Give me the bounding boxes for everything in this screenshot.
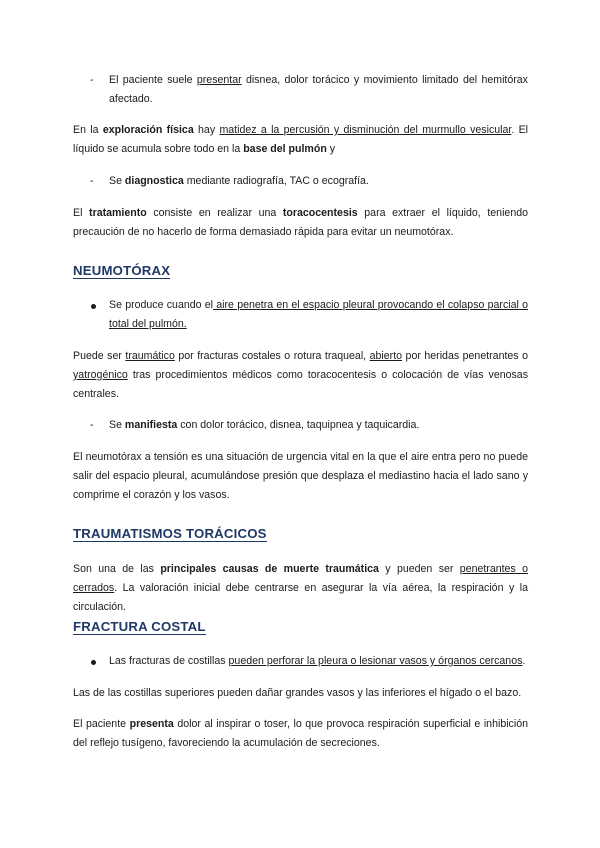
paragraph-presenta: El paciente presenta dolor al inspirar o toser, lo que provoca respiración superficial e inhibición del reflejo tusígeno, favoreciendo la acumulación de secreciones. [73,718,528,749]
paragraph-exploracion: En la exploración física hay matidez a la percusión y disminución del murmullo vesicular. El líquido se acumula sobre todo en la base del pulmón y [73,124,529,155]
dash-marker: - [90,74,94,86]
list-item-manifiesta: Se manifiesta con dolor torácico, disnea, taquipnea y taquicardia. [109,419,420,431]
list-item-symptoms: El paciente suele presentar disnea, dolor torácico y movimiento limitado del hemitórax afectado. [109,74,528,105]
section-heading-neumotorax: NEUMOTÓRAX [73,263,171,278]
section-heading-traumatismos: TRAUMATISMOS TORÁCICOS [73,526,267,541]
list-item-fracturas: Las fracturas de costillas pueden perforar la pleura o lesionar vasos y órganos cercanos. [109,655,526,667]
underlined-term: presentar [196,74,242,86]
paragraph-traumatismos: Son una de las principales causas de muerte traumática y pueden ser penetrantes o cerrados. La valoración inicial debe centrarse en asegurar la vía aérea, la respiración y la circulación. [73,563,528,613]
list-item-neumotorax-def: Se produce cuando el aire penetra en el espacio pleural provocando el colapso parcial o total del pulmón. [109,299,528,330]
paragraph-tipos-neumotorax: Puede ser traumático por fracturas costales o rotura traqueal, abierto por heridas penetrantes o yatrogénico tras procedimientos médicos como toracocentesis o colocación de vías venosas centrales. [73,350,529,400]
paragraph-tension: El neumotórax a tensión es una situación de urgencia vital en la que el aire entra pero no puede salir del espacio pleural, acumulándose presión que desplaza el mediastino hacia el lado sano y comprime el corazón y los vasos. [73,451,528,501]
list-item-diagnostico: Se diagnostica mediante radiografía, TAC o ecografía. [109,175,369,187]
bullet-dot [91,660,96,665]
dash-marker: - [90,175,94,187]
section-heading-fractura: FRACTURA COSTAL [73,619,206,634]
paragraph-tratamiento: El tratamiento consiste en realizar una toracocentesis para extraer el líquido, teniendo precaución de no hacerlo de forma demasiado rápida para evitar un neumotórax. [73,207,528,238]
dash-marker: - [90,419,94,431]
bullet-dot [91,304,96,309]
paragraph-costillas: Las de las costillas superiores pueden dañar grandes vasos y las inferiores el hígado o el bazo. [73,687,522,699]
